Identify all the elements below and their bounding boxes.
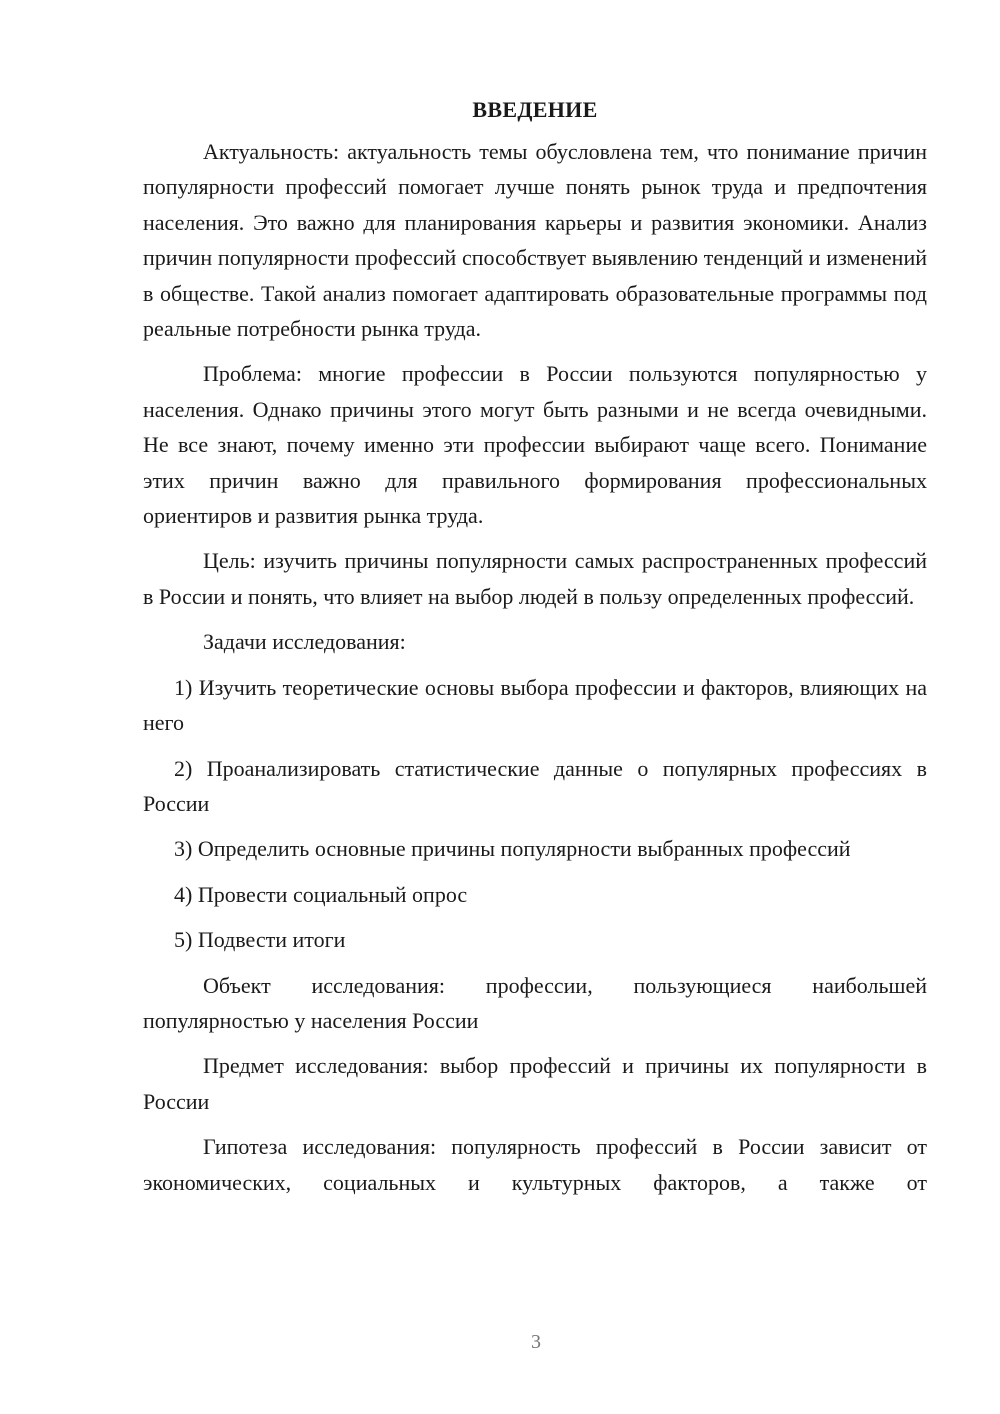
task-item-2: 2) Проанализировать статистические данные о популярных профессиях в России	[143, 755, 927, 816]
subject-paragraph: Предмет исследования: выбор профессий и причины их популярности в России	[143, 1053, 927, 1114]
page-number: 3	[531, 1331, 541, 1353]
task-item-1: 1) Изучить теоретические основы выбора профессии и факторов, влияющих на него	[143, 674, 927, 736]
goal-paragraph: Цель: изучить причины популярности самых распространенных профессий в России и понять, что влияет на выбор людей в пользу определенных профессий.	[143, 548, 927, 609]
relevance-paragraph: Актуальность: актуальность темы обусловлена тем, что понимание причин популярности профессий помогает лучше понять рынок труда и предпочтения населения. Это важно для планирования карьеры и развития экономики. Анализ причин популярности профессий способствует выявлению тенденций и изменений в обществе. Такой анализ помогает адаптировать образовательные программы под реальные потребности рынка труда.	[143, 139, 927, 342]
problem-paragraph: Проблема: многие профессии в России пользуются популярностью у населения. Однако причины этого могут быть разными и не всегда очевидными. Не все знают, почему именно эти профессии выбирают чаще всего. Понимание этих причин важно для правильного формирования профессиональных ориентиров и развития рынка труда.	[143, 361, 927, 529]
tasks-title: Задачи исследования:	[203, 629, 406, 655]
object-paragraph: Объект исследования: профессии, пользующиеся наибольшей популярностью у населения России	[143, 972, 927, 1033]
section-heading: ВВЕДЕНИЕ	[472, 97, 598, 122]
hypothesis-paragraph: Гипотеза исследования: популярность профессий в России зависит от экономических, социальных и культурных факторов, а также от	[143, 1134, 927, 1195]
document-page	[143, 94, 927, 1210]
task-item-5: 5) Подвести итоги	[174, 927, 346, 953]
task-item-4: 4) Провести социальный опрос	[174, 881, 468, 907]
task-item-3: 3) Определить основные причины популярности выбранных профессий	[174, 836, 851, 862]
